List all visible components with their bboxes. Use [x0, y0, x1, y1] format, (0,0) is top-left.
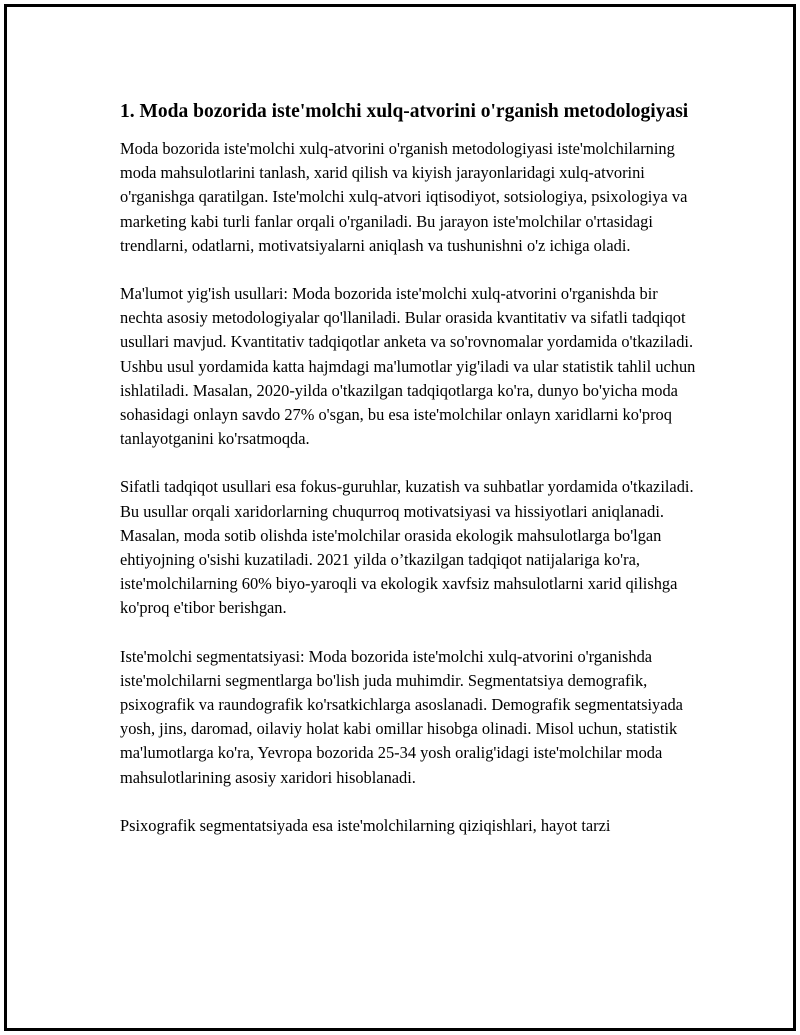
paragraph-intro: Moda bozorida iste'molchi xulq-atvorini o'rganish metodologiyasi iste'molchilarning moda mahsulotlarini tanlash, xarid qilish va kiyish jarayonlaridagi xulq-atvorini o'rganishga qaratilgan. Iste'molchi xulq-atvori iqtisodiyot, sotsiologiya, psixologiya va marketing kabi turli fanlar orqali o'rganiladi. Bu jarayon iste'molchilar o'rtasidagi trendlarni, odatlarni, motivatsiyalarni aniqlash va tushunishni o'z ichiga oladi.: [120, 139, 688, 255]
paragraph-segmentation: Iste'molchi segmentatsiyasi: Moda bozorida iste'molchi xulq-atvorini o'rganishda iste'molchilarni segmentlarga bo'lish juda muhimdir. Segmentatsiya demografik, psixografik va raundografik ko'rsatkichlarga asoslanadi. Demografik segmentatsiyada yosh, jins, daromad, oilaviy holat kabi omillar hisobga olinadi. Misol uchun, statistik ma'lumotlarga ko'ra, Yevropa bozorida 25-34 yosh oralig'idagi iste'molchilar moda mahsulotlarining asosiy xaridori hisoblanadi.: [120, 646, 683, 787]
paragraph-data-collection: Ma'lumot yig'ish usullari: Moda bozorida iste'molchi xulq-atvorini o'rganishda bir nechta asosiy metodologiyalar qo'llaniladi. Bular orasida kvantitativ va sifatli tadqiqot usullari mavjud. Kvantitativ tadqiqotlar anketa va so'rovnomalar yordamida o'tkaziladi. Ushbu usul yordamida katta hajmdagi ma'lumotlar yig'iladi va ular statistik tahlil uchun ishlatiladi. Masalan, 2020-yilda o'tkazilgan tadqiqotlarga ko'ra, dunyo bo'yicha moda sohasidagi onlayn savdo 27% o'sgan, bu esa iste'molchilar onlayn xaridlarni ko'proq tanlayotganini ko'rsatmoqda.: [120, 284, 696, 449]
paragraph-psychographic: Psixografik segmentatsiyada esa iste'molchilarning qiziqishlari, hayot tarzi: [120, 815, 611, 835]
document-page: [4, 4, 796, 1031]
section-heading: 1. Moda bozorida iste'molchi xulq-atvorini o'rganish metodologiyasi: [120, 101, 689, 122]
paragraph-qualitative-research: Sifatli tadqiqot usullari esa fokus-guruhlar, kuzatish va suhbatlar yordamida o'tkaziladi. Bu usullar orqali xaridorlarning chuqurroq motivatsiyasi va hissiyotlari aniqlanadi. Masalan, moda sotib olishda iste'molchilar orasida ekologik mahsulotlarga bo'lgan ehtiyojning o'sishi kuzatiladi. 2021 yilda o’tkazilgan tadqiqot natijalariga ko'ra, iste'molchilarning 60% biyo-yaroqli va ekologik xavfsiz mahsulotlarni xarid qilishga ko'proq e'tibor berishgan.: [120, 477, 694, 618]
document-content: [120, 97, 700, 862]
